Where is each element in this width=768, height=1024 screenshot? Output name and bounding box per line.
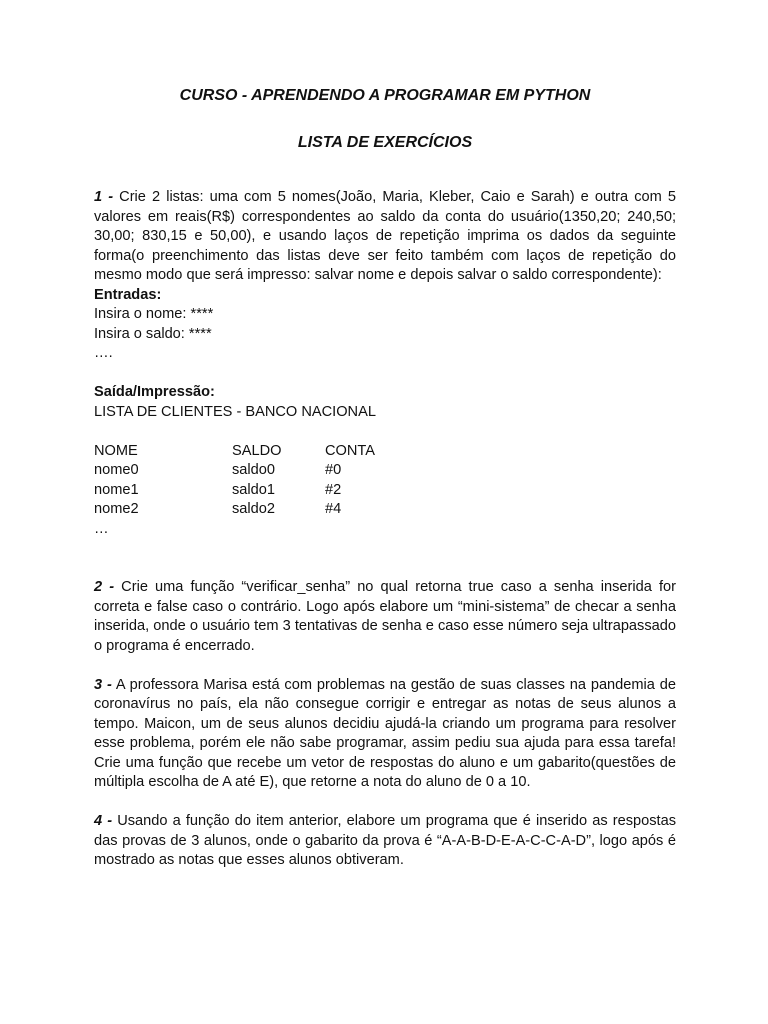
table-cell: saldo0 bbox=[232, 462, 276, 478]
exercise-4-statement bbox=[94, 812, 676, 871]
input-line: Insira o nome: **** bbox=[94, 306, 214, 322]
table-header-cell: CONTA bbox=[325, 442, 375, 459]
exercise-1-text: Crie 2 listas: uma com 5 nomes(João, Maria, Kleber, Caio e Sarah) e outra com 5 valores em reais(R$) correspondentes ao saldo da conta do usuário(1350,20; 240,50; 30,00; 830,15 e 50,00), e usando laços de repetição imprima os dados da seguinte forma(o preenchimento das listas deve ser feito também com laços de repetição do mesmo modo que será impresso: salvar nome e depois salvar o saldo correspondente): bbox=[94, 189, 676, 283]
table-cell: #2 bbox=[325, 481, 342, 498]
table-ellipsis: … bbox=[94, 520, 109, 537]
exercise-2-statement bbox=[94, 578, 676, 656]
inputs-heading: Entradas: bbox=[94, 286, 162, 303]
exercise-1-statement bbox=[94, 188, 676, 286]
output-heading: Saída/Impressão: bbox=[94, 384, 215, 400]
exercise-3 bbox=[94, 676, 676, 793]
table-header-cell: SALDO bbox=[232, 442, 282, 459]
exercise-1-number: 1 - bbox=[94, 189, 114, 205]
document-page bbox=[94, 86, 676, 871]
table-cell: nome2 bbox=[94, 501, 139, 517]
table-cell: #0 bbox=[325, 462, 342, 478]
clients-table bbox=[94, 442, 676, 520]
list-title: LISTA DE EXERCÍCIOS bbox=[297, 134, 473, 151]
exercise-2 bbox=[94, 578, 676, 656]
exercise-3-text: A professora Marisa está com problemas na gestão de suas classes na pandemia de coronavírus no país, ela não consegue corrigir e entregar as notas de seus alunos a tempo. Maicon, um de seus alunos decidiu ajudá-la criando um programa para resolver esse problema, porém ele não sabe programar, assim pediu sua ajuda para essa tarefa! Crie uma função que recebe um vetor de respostas do aluno e um gabarito(questões de múltipla escolha de A até E), que retorne a nota do aluno de 0 a 10. bbox=[94, 676, 676, 790]
exercise-4-number: 4 - bbox=[94, 813, 113, 829]
input-ellipsis: …. bbox=[94, 345, 113, 361]
course-title: CURSO - APRENDENDO A PROGRAMAR EM PYTHON bbox=[179, 87, 591, 104]
table-header-cell: NOME bbox=[94, 442, 138, 459]
table-cell: saldo1 bbox=[232, 481, 276, 498]
table-cell: nome0 bbox=[94, 462, 139, 478]
output-title: LISTA DE CLIENTES - BANCO NACIONAL bbox=[94, 403, 376, 420]
exercise-3-number: 3 - bbox=[94, 676, 112, 693]
exercise-3-statement bbox=[94, 676, 676, 793]
exercise-4 bbox=[94, 812, 676, 871]
exercise-1 bbox=[94, 188, 676, 539]
exercise-4-text: Usando a função do item anterior, elabore um programa que é inserido as respostas das provas de 3 alunos, onde o gabarito da prova é “A-A-B-D-E-A-C-C-A-D”, logo após é mostrado as notas que esses alunos obtiveram. bbox=[94, 813, 677, 868]
table-cell: #4 bbox=[325, 501, 342, 517]
exercise-2-text: Crie uma função “verificar_senha” no qual retorna true caso a senha inserida for correta e false caso o contrário. Logo após elabore um “mini-sistema” de checar a senha inserida, onde o usuário tem 3 tentativas de senha e caso esse número seja ultrapassado o programa é encerrado. bbox=[94, 579, 676, 654]
input-line: Insira o saldo: **** bbox=[94, 325, 212, 342]
table-cell: nome1 bbox=[94, 481, 139, 498]
table-cell: saldo2 bbox=[232, 501, 276, 517]
exercise-2-number: 2 - bbox=[94, 579, 115, 595]
